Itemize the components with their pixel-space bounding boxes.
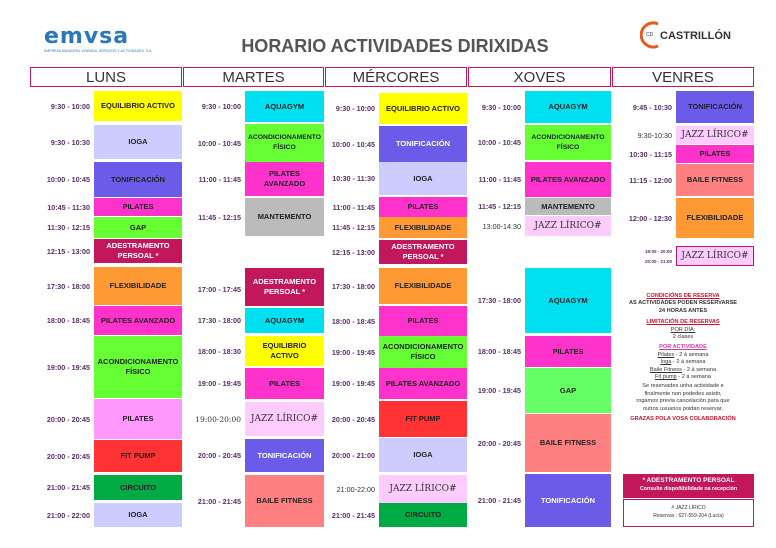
time-slot: 11:30 - 12:15 [47,223,90,232]
page-title: HORARIO ACTIVIDADES DIRIXIDAS [241,36,549,56]
time-slot: 18:00 - 18:45 [46,316,90,325]
activity-block: PILATES [676,145,754,163]
activity-block: FIT PUMP [94,440,182,472]
activity-block: AQUAGYM [525,268,611,333]
time-slot: 11:45 - 12:15 [198,212,241,222]
time-slot: 9:30 - 10:00 [335,104,375,113]
activity-block: ACONDICIONAMENTO FÍSICO [525,125,611,160]
time-slot: 10:00 - 10:45 [331,139,375,149]
time-slot: 17:00 - 17:45 [197,284,241,294]
info-text: Se reservades unha actividade e [642,383,724,390]
activity-block: EQUILIBRIO ACTIVO [379,93,467,124]
time-slot: 11:00 - 11:45 [332,202,375,212]
activity-block: TONIFICACIÓN [94,162,182,197]
activity-block: PILATES [94,399,182,439]
time-slot: 18:00 - 18:45 [331,316,375,326]
day-header-martes: MARTES [183,67,324,87]
activity-block: PILATES AVANZADO [94,306,182,335]
time-slot: 20:00 - 21:00 [331,450,375,460]
time-slot: 10:45 - 11:30 [47,202,90,212]
time-slot: 21:00 - 21:45 [197,496,241,506]
activity-block: PILATES [379,197,467,217]
activity-block: EQUILIBRIO ACTIVO [94,91,182,121]
activity-block: IOGA [379,438,467,472]
activity-block: PILATES AVANZADO [379,368,467,399]
reservation-info [612,293,754,424]
activity-block: TONIFICACIÓN [245,439,324,472]
note-title: # JAZZ LÍRICO [671,505,706,511]
activity-block: GAP [94,217,182,238]
activity-block: IOGA [94,125,182,159]
time-slot: 19:00 - 19:45 [477,386,521,395]
time-slot: 19:00-20:00 [195,414,241,424]
limit-item: Fit pump - 2 á semana [655,374,711,381]
activity-block: ACONDICIONAMENTO FÍSICO [379,336,467,368]
activity-block: PILATES [525,336,611,367]
activity-block: BAILE FITNESS [525,414,611,472]
activity-block: PILATES [94,198,182,216]
time-slot: 21:00 - 21:45 [46,483,90,492]
limit-item: Pilates - 2 á semana [657,351,709,358]
time-slot: 20:00 - 20:45 [477,438,521,448]
activity-block: FIT PUMP [379,401,467,437]
time-slot: 11:00 - 11:45 [198,174,241,184]
emvsa-logo-text: emvsa [44,24,130,49]
activity-block: MANTEMENTO [245,198,324,236]
time-slot: 20:00 - 20:45 [197,451,241,460]
time-slot: 9:30 - 10:00 [201,102,241,111]
time-slot: 11:45 - 12:15 [478,202,521,211]
time-slot: 9:30-10:30 [637,130,672,140]
time-slot: 11:15 - 12:00 [629,175,672,185]
note-title: * ADESTRAMENTO PERSOAL [642,477,735,484]
activity-block: FLEXIBILIDADE [676,198,754,238]
activity-block: TONIFICACIÓN [379,126,467,162]
time-slot: 17:30 - 18:00 [477,296,521,305]
activity-block: ACONDICIONAMENTO FÍSICO [245,124,324,162]
castrillon-logo-prefix: CD [646,32,654,38]
time-slot: 12:15 - 13:00 [331,247,375,257]
info-text: finalmente non podedes asistir, [644,390,722,397]
info-text: POR DÍA: [670,326,696,333]
limit-item: Baile Fitness - 2 á semana [649,366,717,373]
activity-block: TONIFICACIÓN [525,474,611,527]
note-text: Consulte dispoñibilidade na recepción [639,486,738,492]
time-slot: 13:00-14:30 [482,221,521,231]
time-slot: 10:00 - 10:45 [197,138,241,148]
time-slot: 11:00 - 11:45 [478,175,521,184]
limit-item: Ioga - 2 á semana [660,359,706,366]
activity-block: ADESTRAMENTO PERSOAL * [94,239,182,263]
activity-block: PILATES [379,306,467,336]
activity-block: AQUAGYM [245,308,324,333]
time-slot: 10:30 - 11:30 [332,174,375,183]
activity-block: FLEXIBILIDADE [379,268,467,304]
info-heading: LIMITACIÓN DE RESERVAS [646,319,720,326]
time-slot: 9:30 - 10:30 [50,137,90,147]
time-slot: 10:00 - 10:45 [477,138,521,147]
activity-block: CIRCUITO [94,475,182,500]
time-slot: 19:00 - 19:45 [197,379,241,388]
day-header-xoves: XOVES [468,67,611,87]
day-header-luns: LUNS [30,67,182,87]
activity-block: JAZZ LÍRICO# [525,216,611,236]
time-slot: 21:00 - 22:00 [46,510,90,520]
time-slot: 21:00-22:00 [336,484,375,494]
time-slot: 12:00 - 12:30 [628,213,672,223]
info-text: 24 HORAS ANTES [658,307,708,314]
time-slot: 20:00 - 21:00 [644,258,672,264]
time-slot: 12:15 - 13:00 [46,246,90,256]
time-slot: 21:00 - 21:45 [331,510,375,520]
time-slot: 10:30 - 11:15 [629,149,672,159]
activity-block: PILATES [245,368,324,399]
activity-block: BAILE FITNESS [245,475,324,527]
activity-block: FLEXIBILIDADE [94,267,182,305]
time-slot: 20:00 - 20:45 [46,414,90,424]
activity-block: ADESTRAMENTO PERSOAL * [245,268,324,306]
activity-block: TONIFICACIÓN [676,91,754,123]
jazz-note [623,499,754,527]
info-heading: POR ACTIVIDADE [659,344,707,351]
activity-block: GAP [525,368,611,413]
time-slot: 17:30 - 18:00 [331,281,375,291]
time-slot: 11:45 - 12:15 [332,223,375,232]
time-slot: 18:00 - 18:45 [477,347,521,356]
info-text: outros usuarios poidan reservar. [643,405,723,412]
time-slot: 10:00 - 10:45 [46,175,90,184]
time-slot: 9:30 - 10:00 [50,101,90,111]
time-slot: 17:30 - 18:00 [197,316,241,325]
activity-block: AQUAGYM [245,91,324,122]
emvsa-logo [44,26,154,56]
activity-block: CIRCUITO [379,503,467,527]
activity-block: IOGA [379,162,467,195]
info-text: rogamos previa cancelación para que [636,398,730,405]
info-text: 2 clases [672,334,694,341]
time-slot: 9:30 - 10:00 [481,102,521,112]
time-slot: 21:00 - 21:45 [477,496,521,505]
activity-block: ADESTRAMENTO PERSOAL * [379,240,467,264]
activity-block: PILATES AVANZADO [245,162,324,196]
time-slot: 9:45 - 10:30 [632,102,672,112]
castrillon-logo [640,20,740,52]
thanks-text: GRAZAS POLA VOSA COLABORACIÓN [630,416,736,423]
time-slot: 19:00 - 19:45 [46,362,90,372]
activity-block: BAILE FITNESS [676,164,754,196]
activity-block: PILATES AVANZADO [525,162,611,197]
time-slot: 20:00 - 20:45 [331,414,375,424]
time-slot: 19:00 - 19:45 [331,379,375,388]
activity-block: JAZZ LÍRICO# [676,126,754,144]
activity-block: AQUAGYM [525,91,611,123]
activity-block: MANTEMENTO [525,198,611,215]
note-text: Reservas : 627-559-204 (Lucía) [653,513,724,519]
info-heading: CONDICIÓNS DE RESERVA [646,293,720,299]
time-slot: 19:00 - 20:00 [644,248,672,254]
activity-block: JAZZ LÍRICO# [245,402,324,436]
emvsa-logo-subtitle: EMPRESA MUNICIPAL VIVENDA, SERVIZOS Y ACTIVIDADES, S.A. [44,49,153,53]
time-slot: 18:00 - 18:30 [197,346,241,356]
activity-block: IOGA [94,503,182,527]
time-slot: 20:00 - 20:45 [46,451,90,461]
day-header-venres: VENRES [612,67,754,87]
time-slot: 19:00 - 19:45 [331,347,375,357]
info-text: AS ACTIVIDADES PODEN RESERVARSE [628,300,738,307]
castrillon-logo-text: CASTRILLÓN [660,30,731,42]
time-slot: 17:30 - 18:00 [46,281,90,291]
personal-training-note [623,474,754,498]
activity-block: ACONDICIONAMENTO FÍSICO [94,336,182,398]
activity-block: FLEXIBILIDADE [379,217,467,238]
day-header-mercores: MÉRCORES [325,67,467,87]
activity-block: JAZZ LÍRICO# [379,475,467,503]
activity-block: JAZZ LÍRICO# [676,246,754,266]
activity-block: EQUILIBRIO ACTIVO [245,336,324,366]
